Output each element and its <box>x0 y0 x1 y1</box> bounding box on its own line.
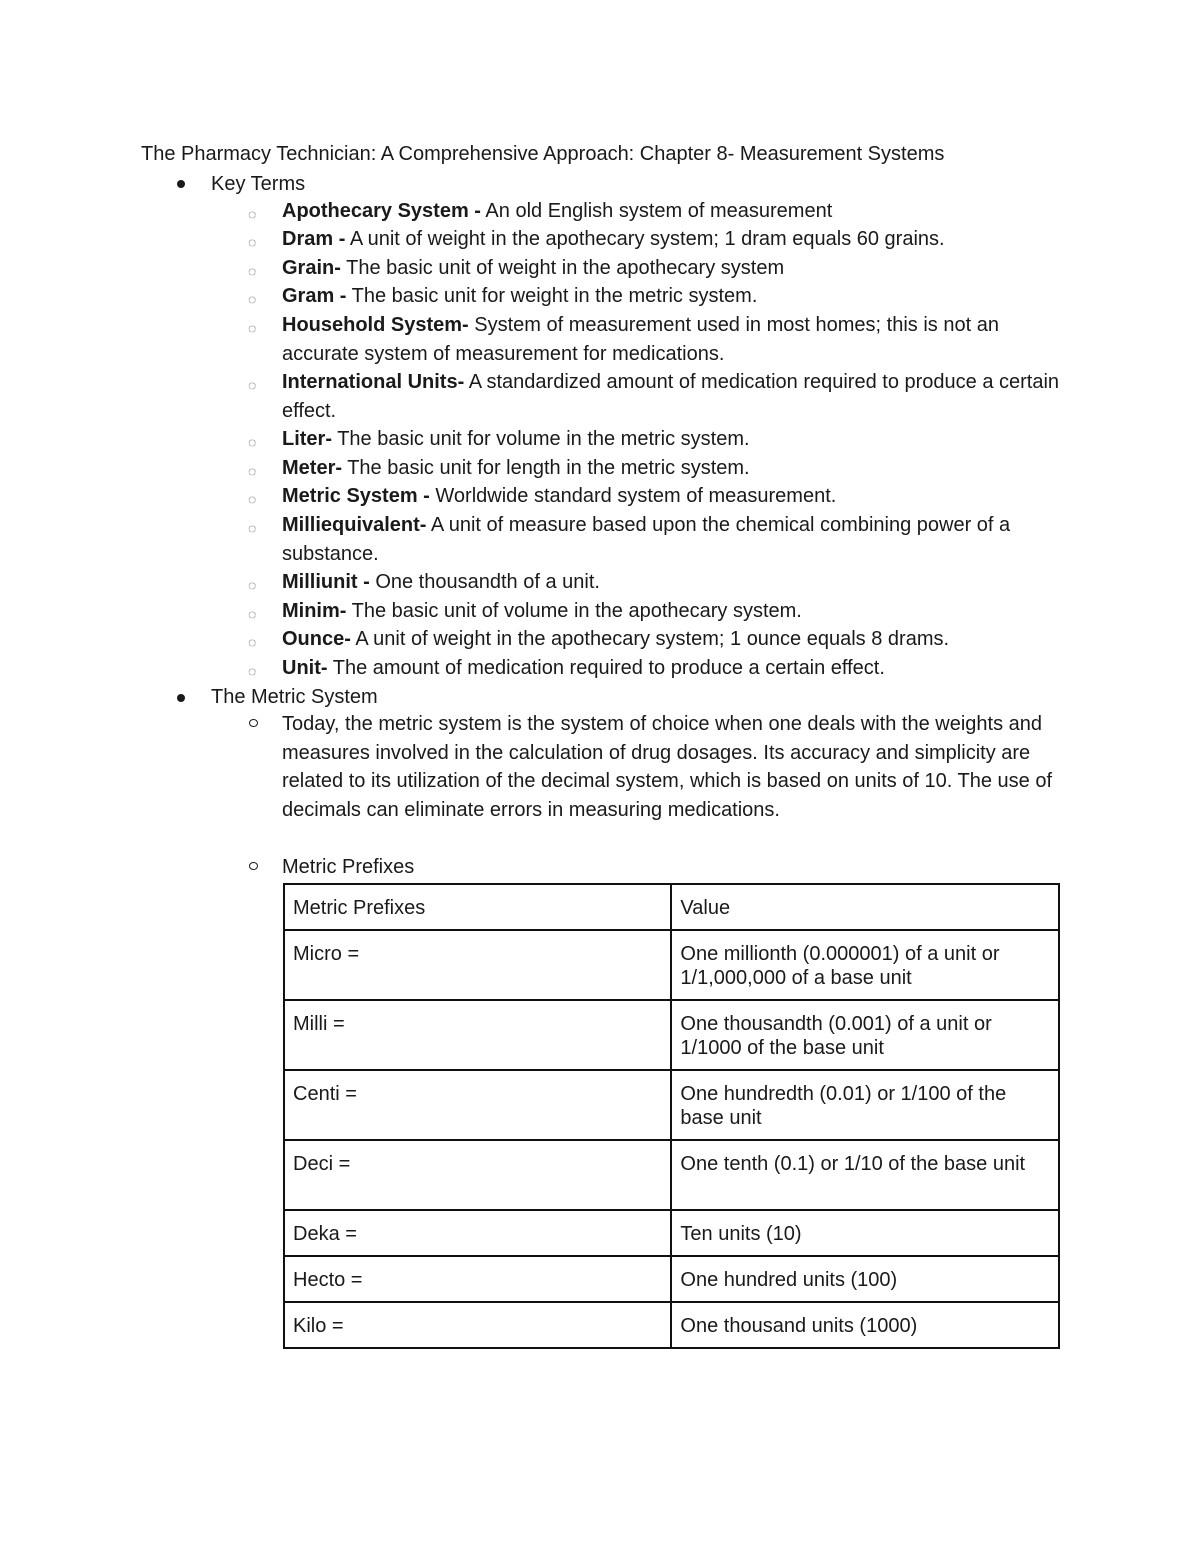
table-row <box>284 1000 1059 1070</box>
table-row <box>284 1070 1059 1140</box>
term-name: Gram - <box>282 285 347 307</box>
dotted-circle-bullet-icon: ◌ <box>248 320 257 336</box>
term-definition: The amount of medication required to produce a certain effect. <box>327 657 885 679</box>
term-definition: A unit of weight in the apothecary system; 1 ounce equals 8 drams. <box>350 628 950 650</box>
term-definition: A unit of weight in the apothecary system; 1 dram equals 60 grains. <box>345 228 945 250</box>
dotted-circle-bullet-icon: ◌ <box>248 463 257 479</box>
key-term-item <box>282 454 1072 483</box>
document-title: The Pharmacy Technician: A Comprehensive Approach: Chapter 8- Measurement Systems <box>141 143 945 165</box>
prefix-cell: Hecto = <box>284 1256 671 1302</box>
bullet-icon <box>177 180 185 188</box>
table-row <box>284 1302 1059 1348</box>
term-name: Milliequivalent- <box>282 514 427 536</box>
value-cell: Ten units (10) <box>671 1210 1059 1256</box>
dotted-circle-bullet-icon: ◌ <box>248 634 257 650</box>
dotted-circle-bullet-icon: ◌ <box>248 606 257 622</box>
value-cell: One thousandth (0.001) of a unit or 1/1000 of the base unit <box>671 1000 1059 1070</box>
term-name: Apothecary System - <box>282 200 481 222</box>
table-row <box>284 1256 1059 1302</box>
key-term-item <box>282 254 1072 283</box>
table-row <box>284 1210 1059 1256</box>
metric-system-paragraph: Today, the metric system is the system of choice when one deals with the weights and measures involved in the calculation of drug dosages. Its accuracy and simplicity are related to its utilization of the decimal system, which is based on units of 10. The use of decimals can eliminate errors in measuring medications. <box>282 713 1053 821</box>
term-name: Grain- <box>282 257 341 279</box>
term-definition: The basic unit for volume in the metric system. <box>332 428 750 450</box>
dotted-circle-bullet-icon: ◌ <box>248 234 257 250</box>
term-definition: System of measurement used in most homes; this is not an accurate system of measurement for medications. <box>282 314 999 365</box>
term-definition: Worldwide standard system of measurement. <box>429 485 837 507</box>
term-definition: The basic unit for length in the metric system. <box>342 457 750 479</box>
prefix-cell: Deci = <box>284 1140 671 1210</box>
key-term-item <box>282 425 1072 454</box>
metric-system-heading: The Metric System <box>211 686 378 708</box>
key-term-item <box>282 482 1072 511</box>
prefix-cell: Deka = <box>284 1210 671 1256</box>
term-definition: One thousandth of a unit. <box>369 571 600 593</box>
prefix-cell: Milli = <box>284 1000 671 1070</box>
dotted-circle-bullet-icon: ◌ <box>248 663 257 679</box>
term-name: Milliunit - <box>282 571 370 593</box>
table-header-cell: Metric Prefixes <box>284 884 671 930</box>
term-name: Liter- <box>282 428 332 450</box>
bullet-icon <box>177 694 185 702</box>
term-name: Meter- <box>282 457 343 479</box>
metric-prefixes-label: Metric Prefixes <box>282 856 415 878</box>
term-definition: The basic unit for weight in the metric system. <box>346 285 758 307</box>
term-definition: A unit of measure based upon the chemical combining power of a substance. <box>282 514 1011 565</box>
key-term-item <box>282 625 1072 654</box>
term-name: Minim- <box>282 600 347 622</box>
key-term-item <box>282 282 1072 311</box>
table-header-cell: Value <box>671 884 1059 930</box>
key-term-item <box>282 311 1072 368</box>
term-name: Unit- <box>282 657 328 679</box>
table-row <box>284 930 1059 1000</box>
hollow-circle-bullet-icon <box>249 719 258 727</box>
key-term-item <box>282 511 1072 568</box>
key-term-item <box>282 568 1072 597</box>
term-name: Dram - <box>282 228 346 250</box>
dotted-circle-bullet-icon: ◌ <box>248 206 257 222</box>
dotted-circle-bullet-icon: ◌ <box>248 520 257 536</box>
key-term-item <box>282 654 1072 683</box>
term-name: Household System- <box>282 314 469 336</box>
prefix-cell: Micro = <box>284 930 671 1000</box>
term-definition: A standardized amount of medication required to produce a certain effect. <box>282 371 1060 422</box>
term-definition: An old English system of measurement <box>480 200 833 222</box>
key-term-item <box>282 225 1072 254</box>
table-header-row <box>284 884 1059 930</box>
key-term-item <box>282 368 1072 425</box>
value-cell: One millionth (0.000001) of a unit or 1/1,000,000 of a base unit <box>671 930 1059 1000</box>
term-name: International Units- <box>282 371 465 393</box>
table-row <box>284 1140 1059 1210</box>
prefix-cell: Kilo = <box>284 1302 671 1348</box>
metric-prefixes-table <box>283 883 1060 1349</box>
term-name: Ounce- <box>282 628 351 650</box>
key-terms-heading: Key Terms <box>211 173 306 195</box>
dotted-circle-bullet-icon: ◌ <box>248 291 257 307</box>
dotted-circle-bullet-icon: ◌ <box>248 263 257 279</box>
value-cell: One tenth (0.1) or 1/10 of the base unit <box>671 1140 1059 1210</box>
term-definition: The basic unit of weight in the apothecary system <box>340 257 785 279</box>
dotted-circle-bullet-icon: ◌ <box>248 491 257 507</box>
key-term-item <box>282 597 1072 626</box>
hollow-circle-bullet-icon <box>249 862 258 870</box>
dotted-circle-bullet-icon: ◌ <box>248 434 257 450</box>
dotted-circle-bullet-icon: ◌ <box>248 377 257 393</box>
term-name: Metric System - <box>282 485 430 507</box>
key-term-item <box>282 197 1072 226</box>
value-cell: One hundredth (0.01) or 1/100 of the base unit <box>671 1070 1059 1140</box>
term-definition: The basic unit of volume in the apothecary system. <box>346 600 802 622</box>
prefix-cell: Centi = <box>284 1070 671 1140</box>
dotted-circle-bullet-icon: ◌ <box>248 577 257 593</box>
value-cell: One thousand units (1000) <box>671 1302 1059 1348</box>
value-cell: One hundred units (100) <box>671 1256 1059 1302</box>
